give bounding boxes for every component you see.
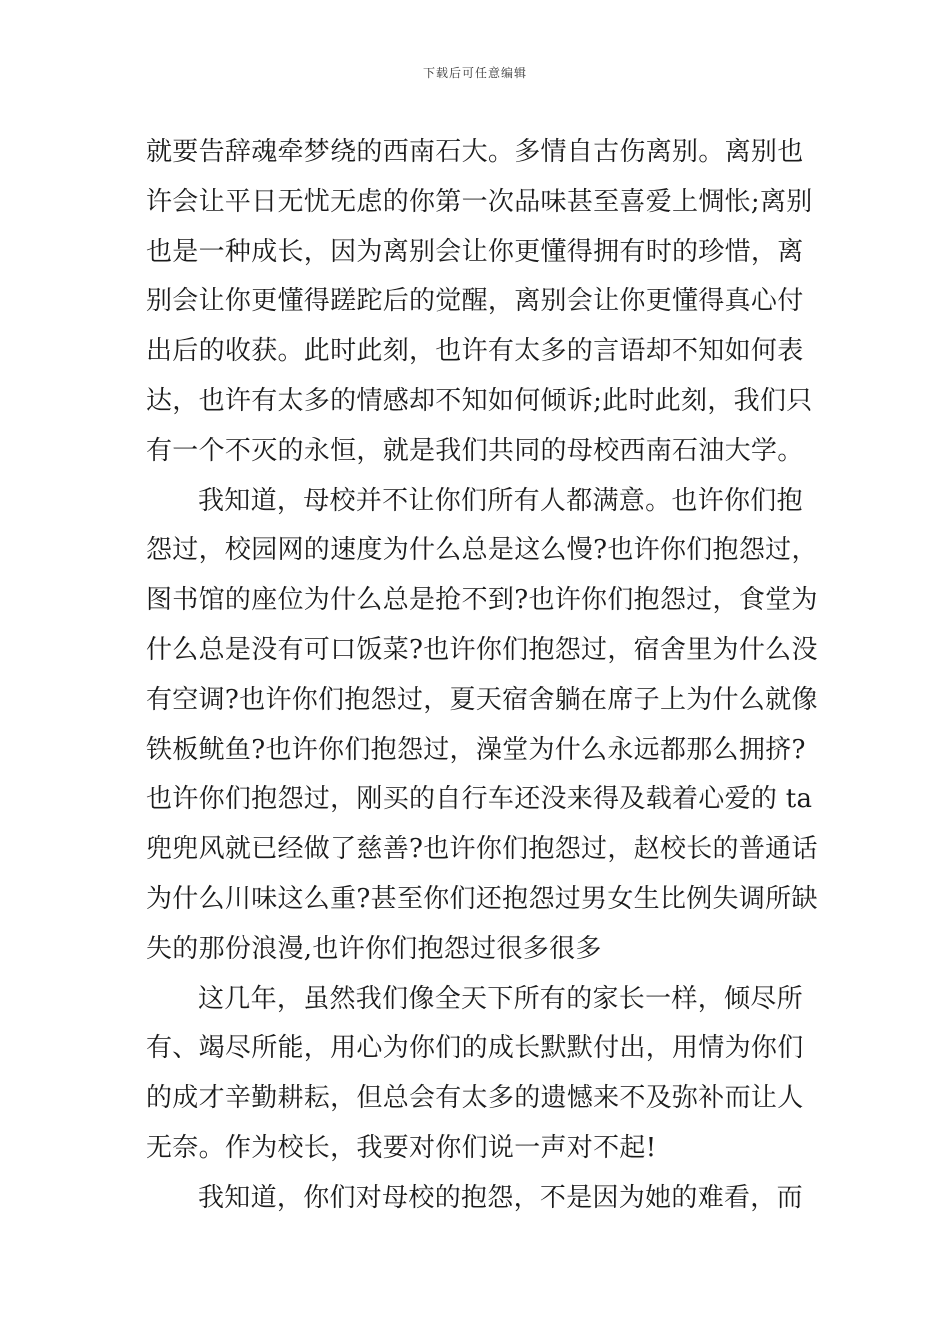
text-line: 有空调?也许你们抱怨过，夏天宿舍躺在席子上为什么就像 [146, 684, 818, 715]
text-line: 出后的收获。此时此刻，也许有太多的言语却不知如何表 [146, 336, 804, 367]
text-line: 也是一种成长，因为离别会让你更懂得拥有时的珍惜，离 [146, 236, 804, 267]
text-line: 什么总是没有可口饭菜?也许你们抱怨过，宿舍里为什么没 [146, 634, 818, 665]
page-header: 下载后可任意编辑 [422, 66, 527, 80]
text-line: 这几年，虽然我们像全天下所有的家长一样，倾尽所 [198, 983, 803, 1014]
text-line: 我知道，母校并不让你们所有人都满意。也许你们抱 [198, 485, 803, 516]
text-line: 怨过，校园网的速度为什么总是这么慢?也许你们抱怨过， [146, 535, 818, 566]
text-line: 别会让你更懂得蹉跎后的觉醒，离别会让你更懂得真心付 [146, 286, 804, 317]
text-line: 也许你们抱怨过，刚买的自行车还没来得及载着心爱的 ta [146, 784, 813, 815]
text-line: 许会让平日无忧无虑的你第一次品味甚至喜爱上惆怅;离别 [146, 186, 813, 217]
text-line: 有、竭尽所能，用心为你们的成长默默付出，用情为你们 [146, 1033, 804, 1064]
text-line: 为什么川味这么重?甚至你们还抱怨过男女生比例失调所缺 [146, 883, 818, 914]
text-line: 我知道，你们对母校的抱怨，不是因为她的难看，而 [198, 1182, 803, 1213]
text-line: 达，也许有太多的情感却不知如何倾诉;此时此刻，我们只 [146, 385, 813, 416]
text-line: 图书馆的座位为什么总是抢不到?也许你们抱怨过，食堂为 [146, 585, 818, 616]
text-line: 的成才辛勤耕耘，但总会有太多的遗憾来不及弥补而让人 [146, 1083, 804, 1114]
text-line: 有一个不灭的永恒，就是我们共同的母校西南石油大学。 [146, 435, 804, 466]
text-line: 就要告辞魂牵梦绕的西南石大。多情自古伤离别。离别也 [146, 137, 804, 167]
text-line: 铁板鱿鱼?也许你们抱怨过，澡堂为什么永远都那么拥挤? [146, 734, 806, 765]
document-body [146, 128, 818, 1224]
text-line: 失的那份浪漫,也许你们抱怨过很多很多 [146, 933, 602, 964]
text-line: 无奈。作为校长，我要对你们说一声对不起! [146, 1132, 657, 1163]
text-line: 兜兜风就已经做了慈善?也许你们抱怨过，赵校长的普通话 [146, 834, 818, 865]
